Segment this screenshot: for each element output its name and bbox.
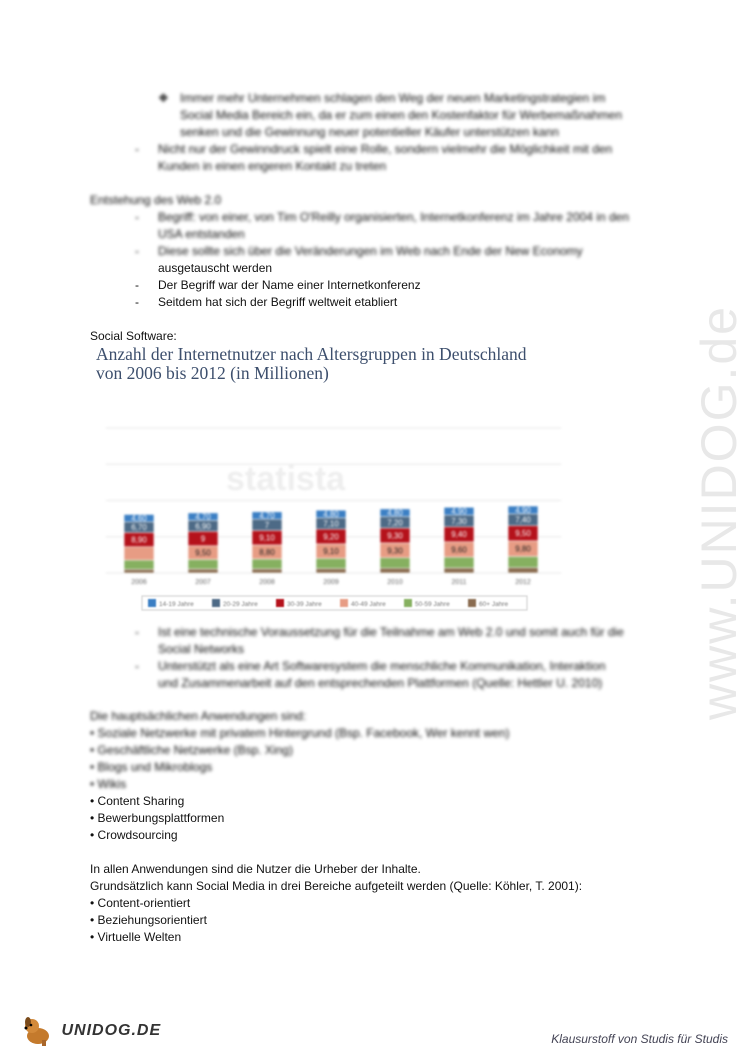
x-tick-label: 2008 (259, 579, 275, 586)
list-item: • Bewerbungsplattformen (90, 811, 225, 825)
chart-title (96, 345, 527, 383)
data-label: 8,80 (259, 547, 275, 557)
data-label: 7,20 (387, 518, 403, 528)
data-label: 7,30 (451, 516, 467, 526)
data-label: 9,20 (323, 532, 339, 542)
bar-segment (316, 558, 346, 568)
text-line: Social Media Bereich ein, da er zum einen den Kostenfaktor für Werbemaßnahmen (180, 108, 623, 122)
text-line: Unterstützt als eine Art Softwaresystem die menschliche Kommunikation, Interaktion (158, 659, 606, 673)
data-label: 9,10 (323, 547, 339, 557)
dash-bullet: - (135, 625, 139, 639)
side-watermark: www.UNIDOG.de (691, 305, 747, 720)
bar-segment (508, 568, 538, 573)
legend-swatch (276, 599, 284, 607)
text-line: Der Begriff war der Name einer Internetkonferenz (158, 278, 421, 292)
text-line: Immer mehr Unternehmen schlagen den Weg der neuen Marketingstrategien im (180, 91, 606, 105)
legend-swatch (404, 599, 412, 607)
data-label: 7,10 (323, 519, 339, 529)
list-item: • Beziehungsorientiert (90, 913, 207, 927)
dash-bullet: - (135, 244, 139, 258)
bar-segment (188, 569, 218, 573)
data-label: 9,50 (515, 529, 531, 539)
text-line: Diese sollte sich über die Veränderungen im Web nach Ende der New Economy (158, 244, 583, 258)
chart-watermark: statista (226, 460, 346, 498)
data-label: 7 (264, 520, 270, 530)
chart-title-line1: Anzahl der Internetnutzer nach Altersgruppen in Deutschland (96, 344, 527, 364)
social-software-label: Social Software: (90, 329, 177, 343)
list-item: • Crowdsourcing (90, 828, 178, 842)
x-tick-label: 2009 (323, 579, 339, 586)
legend-label: 60+ Jahre (479, 601, 509, 608)
legend-swatch (212, 599, 220, 607)
section-heading: Entstehung des Web 2.0 (90, 193, 222, 207)
text-line: Kunden in einen engeren Kontakt zu treten (158, 159, 387, 173)
x-tick-label: 2006 (131, 579, 147, 586)
legend-label: 50-59 Jahre (415, 601, 450, 608)
legend-label: 14-19 Jahre (159, 601, 194, 608)
dash-bullet: - (135, 278, 139, 292)
x-tick-label: 2010 (387, 579, 403, 586)
paragraph: In allen Anwendungen sind die Nutzer die Urheber der Inhalte. (90, 862, 421, 876)
text-line: Social Networks (158, 642, 245, 656)
list-item: • Geschäftliche Netzwerke (Bsp. Xing) (90, 743, 293, 757)
stacked-bar-chart (96, 395, 566, 620)
legend-swatch (340, 599, 348, 607)
data-label: 4,70 (195, 512, 211, 522)
apps-heading: Die hauptsächlichen Anwendungen sind: (90, 709, 307, 723)
data-label: 4,80 (323, 509, 339, 519)
paragraph: Grundsätzlich kann Social Media in drei Bereiche aufgeteilt werden (Quelle: Köhler, T. 2001): (90, 879, 583, 893)
bar-segment (380, 568, 410, 573)
x-tick-label: 2007 (195, 579, 211, 586)
data-label: 4,80 (387, 508, 403, 518)
footer-logo-text: UNIDOG.DE (61, 1022, 162, 1040)
data-label: 9,60 (451, 545, 467, 555)
bar-segment (252, 569, 282, 573)
legend-label: 30-39 Jahre (287, 601, 322, 608)
data-label: 6,70 (131, 523, 147, 533)
bar-segment (444, 568, 474, 573)
legend-swatch (148, 599, 156, 607)
dash-bullet: - (135, 210, 139, 224)
text-line: USA entstanden (158, 227, 245, 241)
bar-segment (380, 558, 410, 569)
bar-segment (444, 557, 474, 568)
list-item: • Soziale Netzwerke mit privatem Hintergrund (Bsp. Facebook, Wer kennt wen) (90, 726, 510, 740)
diamond-bullet-icon: ❖ (158, 91, 169, 105)
text-line: Nicht nur der Gewinndruck spielt eine Rolle, sondern vielmehr die Möglichkeit mit den (158, 142, 613, 156)
data-label: 9,10 (259, 533, 275, 543)
dash-bullet: - (135, 142, 139, 156)
data-label: 9,50 (195, 548, 211, 558)
data-label: 4,90 (451, 507, 467, 517)
data-label: 8,90 (131, 535, 147, 545)
list-item: • Content Sharing (90, 794, 185, 808)
data-label: 9 (200, 534, 206, 544)
bar-segment (316, 569, 346, 573)
data-label: 9,80 (515, 544, 531, 554)
list-item: • Content-orientiert (90, 896, 191, 910)
bar-segment (124, 569, 154, 573)
dog-logo-icon (22, 1014, 56, 1048)
list-item: • Blogs und Mikroblogs (90, 760, 213, 774)
footer-tagline: Klausurstoff von Studis für Studis (551, 1032, 728, 1046)
text-line: senken und die Gewinnung neuer potentieller Käufer unterstützen kann (180, 125, 559, 139)
bar-segment (508, 556, 538, 567)
bar-segment (124, 547, 154, 560)
data-label: 7,40 (515, 515, 531, 525)
footer-logo[interactable] (22, 1014, 161, 1048)
data-label: 4,60 (131, 514, 147, 524)
bar-segment (252, 559, 282, 569)
bar-segment (124, 560, 154, 569)
dash-bullet: - (135, 659, 139, 673)
data-label: 4,90 (515, 505, 531, 515)
text-line: Seitdem hat sich der Begriff weltweit etabliert (158, 295, 398, 309)
x-tick-label: 2012 (515, 579, 531, 586)
data-label: 9,40 (451, 530, 467, 540)
legend-label: 20-29 Jahre (223, 601, 258, 608)
legend-swatch (468, 599, 476, 607)
data-label: 4,70 (259, 511, 275, 521)
data-label: 9,30 (387, 546, 403, 556)
text-line: Ist eine technische Voraussetzung für die Teilnahme am Web 2.0 und somit auch für die (158, 625, 624, 639)
chart-title-line2: von 2006 bis 2012 (in Millionen) (96, 363, 329, 383)
bar-segment (188, 559, 218, 569)
dash-bullet: - (135, 295, 139, 309)
text-line: und Zusammenarbeit auf den entsprechenden Plattformen (Quelle: Hettler U. 2010) (158, 676, 603, 690)
text-line: Begriff: von einer, von Tim O'Reilly organisierten, Internetkonferenz im Jahre 2004 in den (158, 210, 629, 224)
legend-label: 40-49 Jahre (351, 601, 386, 608)
data-label: 9,30 (387, 531, 403, 541)
x-tick-label: 2011 (451, 579, 467, 586)
list-item: • Wikis (90, 777, 127, 791)
data-label: 6,90 (195, 521, 211, 531)
list-item: • Virtuelle Welten (90, 930, 182, 944)
text-line: ausgetauscht werden (158, 261, 273, 275)
